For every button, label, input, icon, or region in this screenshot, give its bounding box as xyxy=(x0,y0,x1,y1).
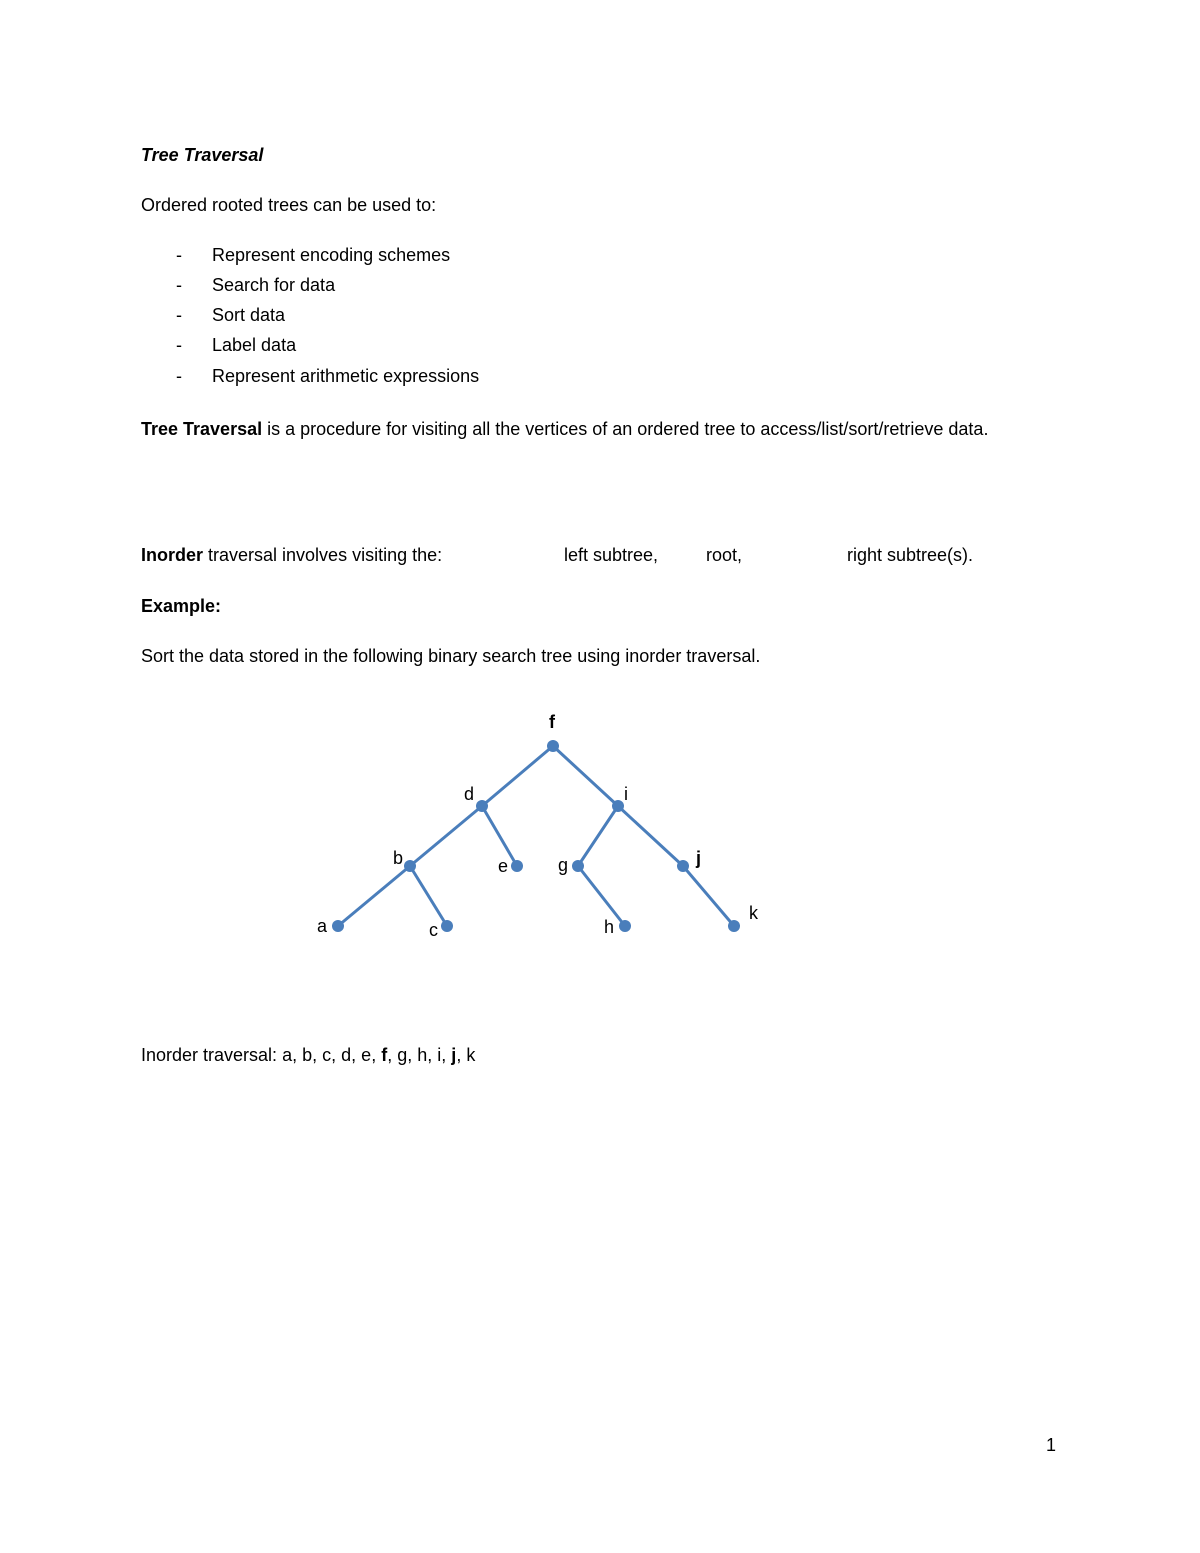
result-separator: , xyxy=(312,1045,323,1065)
intro-text: Ordered rooted trees can be used to: xyxy=(141,195,437,215)
tree-node-j xyxy=(677,860,689,872)
tree-node-k xyxy=(728,920,740,932)
tree-node-label-a: a xyxy=(317,916,328,936)
task-text: Sort the data stored in the following binary search tree using inorder traversal. xyxy=(141,646,761,666)
page-number: 1 xyxy=(1046,1435,1057,1455)
result-item: i xyxy=(437,1045,442,1065)
inorder-term: Inorder xyxy=(141,545,204,565)
tree-node-label-e: e xyxy=(498,856,509,876)
bullet-dash: - xyxy=(176,335,182,355)
tree-node-label-c: c xyxy=(429,920,438,940)
inorder-result xyxy=(141,1044,475,1066)
tree-edge-b-c xyxy=(410,866,447,926)
definition-term: Tree Traversal xyxy=(141,419,263,439)
tree-node-label-i: i xyxy=(624,784,628,804)
result-item: a xyxy=(282,1045,293,1065)
inorder-root: root, xyxy=(706,545,743,565)
result-item: c xyxy=(322,1045,332,1065)
result-sequence xyxy=(282,1045,475,1065)
tree-edge-j-k xyxy=(683,866,734,926)
result-separator: , xyxy=(292,1045,303,1065)
bullet-item: Sort data xyxy=(212,305,286,325)
tree-node-b xyxy=(404,860,416,872)
bullet-item: Search for data xyxy=(212,275,336,295)
tree-edge-i-g xyxy=(578,806,618,866)
page-title: Tree Traversal xyxy=(141,145,264,165)
tree-node-label-k: k xyxy=(749,903,758,923)
bullet-dash: - xyxy=(176,245,182,265)
result-item: b xyxy=(302,1045,313,1065)
inorder-text: traversal involves visiting the: xyxy=(203,545,443,565)
result-separator: , xyxy=(371,1045,382,1065)
bullet-dash: - xyxy=(176,305,182,325)
result-separator: , xyxy=(387,1045,398,1065)
tree-node-label-j: j xyxy=(696,848,702,868)
tree-node-label-g: g xyxy=(558,855,569,875)
tree-node-label-d: d xyxy=(464,784,475,804)
tree-edge-f-d xyxy=(482,746,553,806)
result-separator: , xyxy=(456,1045,467,1065)
tree-node-i xyxy=(612,800,624,812)
bullet-item: Represent arithmetic expressions xyxy=(212,366,480,386)
result-separator: , xyxy=(407,1045,418,1065)
result-separator: , xyxy=(441,1045,452,1065)
result-prefix: Inorder traversal: xyxy=(141,1045,283,1065)
bullet-dash: - xyxy=(176,275,182,295)
result-separator: , xyxy=(351,1045,362,1065)
result-item: k xyxy=(466,1045,476,1065)
tree-node-a xyxy=(332,920,344,932)
example-label: Example: xyxy=(141,596,222,616)
tree-node-label-h: h xyxy=(604,917,615,937)
definition-text: is a procedure for visiting all the vertices of an ordered tree to access/list/sort/retrieve data. xyxy=(262,419,989,439)
tree-edge-g-h xyxy=(578,866,625,926)
inorder-left-subtree: left subtree, xyxy=(564,545,659,565)
tree-node-d xyxy=(476,800,488,812)
tree-edge-b-a xyxy=(338,866,410,926)
bullet-item: Label data xyxy=(212,335,297,355)
tree-node-g xyxy=(572,860,584,872)
result-item: f xyxy=(381,1045,388,1065)
result-separator: , xyxy=(331,1045,342,1065)
bullet-item: Represent encoding schemes xyxy=(212,245,451,265)
tree-node-label-b: b xyxy=(393,848,404,868)
result-item: d xyxy=(341,1045,352,1065)
tree-node-label-f: f xyxy=(549,712,555,732)
tree-node-c xyxy=(441,920,453,932)
result-separator: , xyxy=(427,1045,438,1065)
tree-node-f xyxy=(547,740,559,752)
tree-edge-d-b xyxy=(410,806,482,866)
result-item: e xyxy=(361,1045,372,1065)
result-item: g xyxy=(397,1045,408,1065)
bullet-dash: - xyxy=(176,366,182,386)
result-item: h xyxy=(417,1045,428,1065)
result-item: j xyxy=(451,1045,457,1065)
tree-node-e xyxy=(511,860,523,872)
inorder-right-subtree: right subtree(s). xyxy=(847,545,974,565)
tree-edge-f-i xyxy=(553,746,618,806)
tree-edge-i-j xyxy=(618,806,683,866)
tree-node-h xyxy=(619,920,631,932)
